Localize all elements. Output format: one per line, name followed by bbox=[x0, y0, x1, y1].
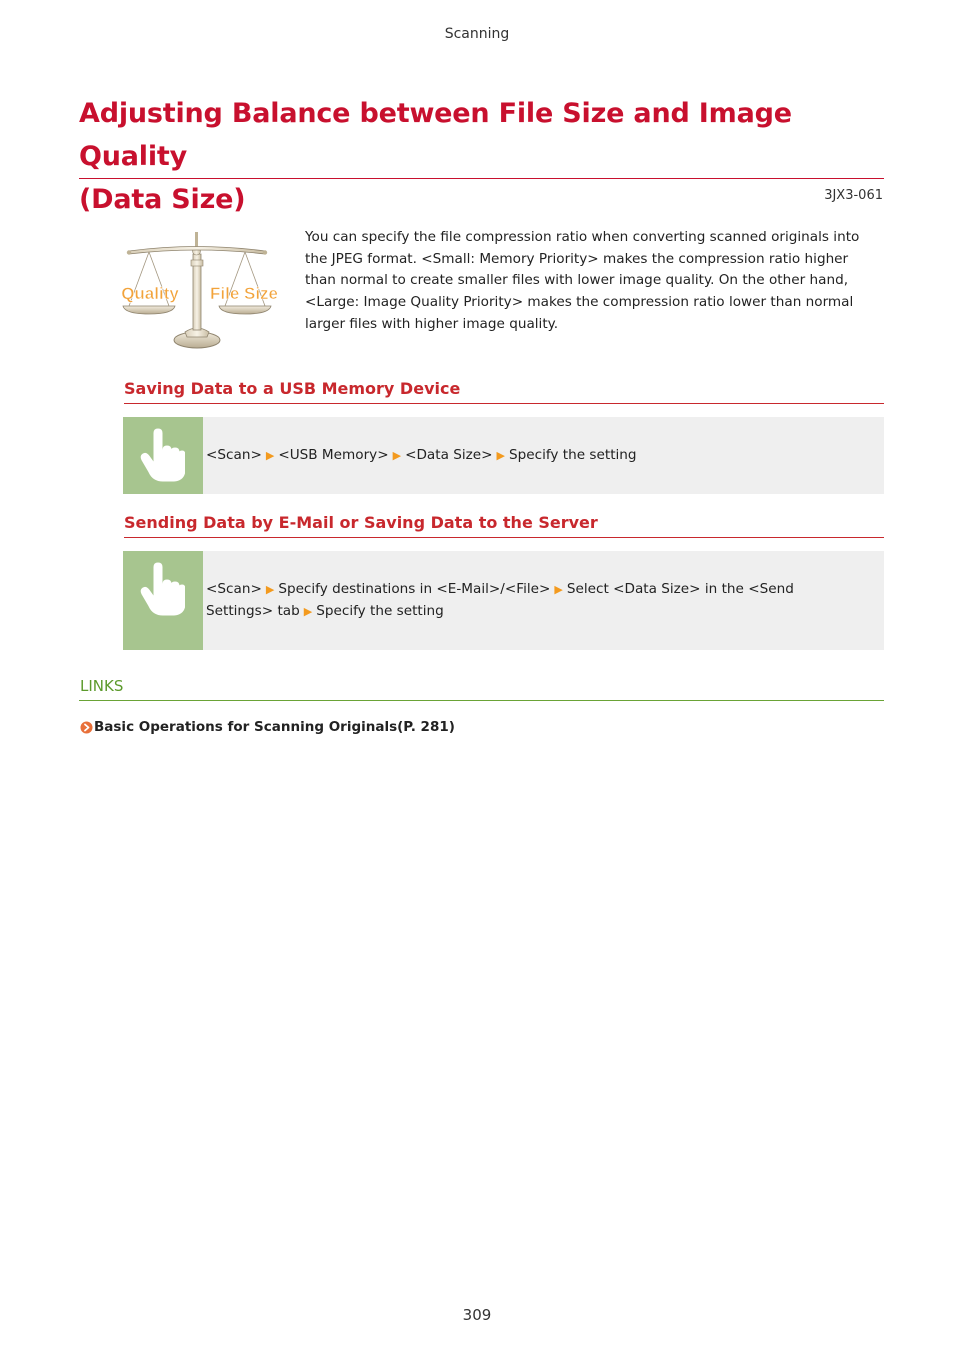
triangle-right-icon: ▶ bbox=[265, 449, 275, 462]
step-icon-cell bbox=[123, 417, 203, 494]
link-basic-operations[interactable] bbox=[80, 719, 455, 735]
doc-code: 3JX3-061 bbox=[824, 188, 883, 203]
link-label: Basic Operations for Scanning Originals(P. 281) bbox=[94, 719, 455, 735]
section-rule-email-server bbox=[124, 537, 884, 538]
step-specify-setting: Specify the setting bbox=[509, 447, 637, 463]
links-rule bbox=[79, 700, 884, 701]
step-instructions-usb bbox=[206, 445, 864, 467]
step-specify-destinations: Specify destinations in <E-Mail>/<File> bbox=[278, 581, 551, 597]
step-scan: <Scan> bbox=[206, 447, 262, 463]
step-box-usb bbox=[123, 417, 884, 494]
balance-scale-icon bbox=[115, 228, 285, 352]
triangle-right-icon: ▶ bbox=[303, 604, 313, 618]
step-specify-setting: Specify the setting bbox=[316, 602, 444, 619]
hand-pointer-icon bbox=[139, 562, 185, 618]
step-scan: <Scan> bbox=[206, 581, 262, 597]
triangle-right-icon: ▶ bbox=[554, 583, 563, 596]
intro-paragraph: You can specify the file compression ratio when converting scanned originals into the JPEG format. <Small: Memory Priority> makes the compression ratio higher than normal to create smaller files with lower image quality. On the other hand, <Large: Image Quality Priority> makes the compression ratio lower than normal larger files with higher image quality. bbox=[305, 229, 860, 332]
page-title bbox=[79, 92, 889, 221]
step-data-size: <Data Size> bbox=[405, 447, 493, 463]
triangle-right-icon: ▶ bbox=[496, 449, 506, 462]
links-heading: LINKS bbox=[80, 677, 124, 695]
page-title-line-2: (Data Size) bbox=[79, 184, 246, 215]
section-rule-usb bbox=[124, 403, 884, 404]
step-select-data-size: Select <Data Size> in the <Send Settings> tab bbox=[206, 581, 794, 619]
triangle-right-icon: ▶ bbox=[392, 449, 402, 462]
triangle-right-icon: ▶ bbox=[265, 583, 275, 596]
hand-pointer-icon bbox=[139, 428, 185, 484]
page-title-line-1: Adjusting Balance between File Size and Image Quality bbox=[79, 98, 792, 172]
scale-label-file-size: File Size bbox=[209, 284, 279, 303]
section-heading-usb: Saving Data to a USB Memory Device bbox=[124, 379, 461, 398]
step-instructions-email-server bbox=[206, 579, 864, 622]
circle-arrow-icon bbox=[80, 721, 93, 734]
section-heading-email-server: Sending Data by E-Mail or Saving Data to the Server bbox=[124, 513, 598, 532]
title-rule bbox=[79, 178, 884, 179]
running-header: Scanning bbox=[444, 26, 510, 42]
step-box-email-server bbox=[123, 551, 884, 650]
step-icon-cell bbox=[123, 551, 203, 650]
step-usb-memory: <USB Memory> bbox=[278, 447, 389, 463]
scale-label-quality: Quality bbox=[121, 284, 179, 303]
page-number: 309 bbox=[462, 1306, 492, 1324]
